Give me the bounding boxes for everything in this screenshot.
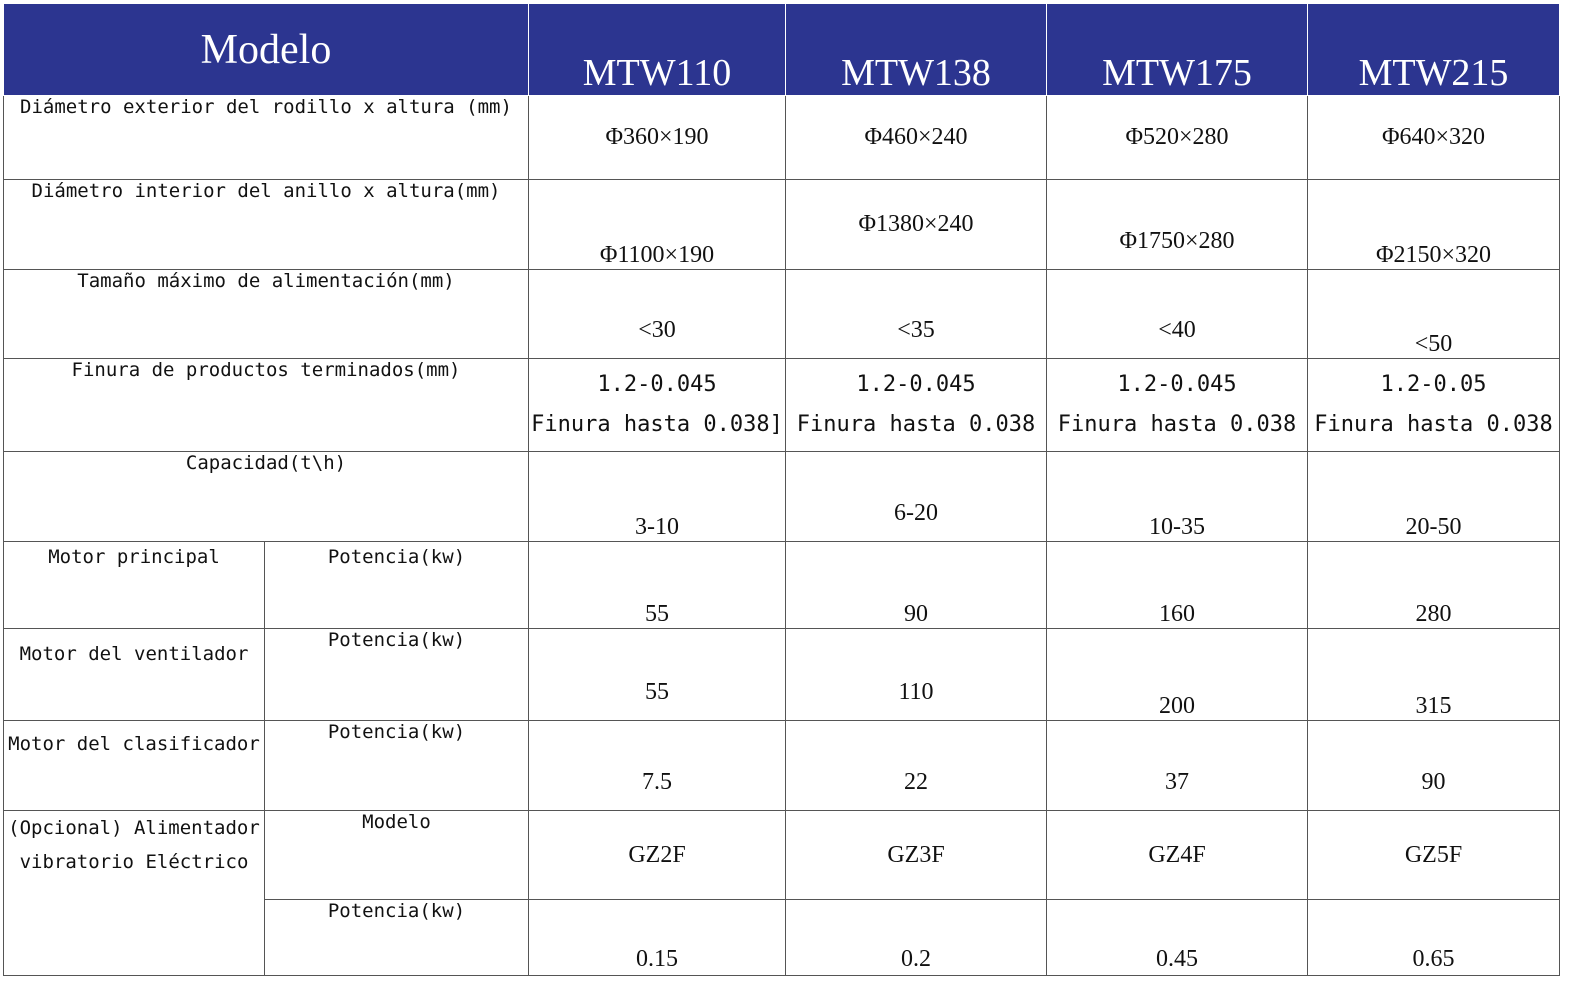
fineness-note: Finura hasta 0.038 (796, 412, 1036, 437)
model-mtw110-header: MTW110 (529, 4, 786, 96)
feeder-model-value: GZ2F (529, 811, 786, 900)
fineness-range: 1.2-0.045 (1117, 372, 1237, 397)
capacity-label: Capacidad(t\h) (4, 452, 529, 542)
fan-motor-value: 200 (1047, 629, 1308, 721)
ring-value: Φ1380×240 (786, 180, 1047, 270)
feeder-power-value: 0.15 (529, 900, 786, 976)
roller-value: Φ460×240 (786, 96, 1047, 180)
capacity-value: 20-50 (1308, 452, 1560, 542)
ring-value: Φ2150×320 (1308, 180, 1560, 270)
feeder-model-value: GZ4F (1047, 811, 1308, 900)
fan-motor-power-label: Potencia(kw) (265, 629, 529, 721)
ring-value: Φ1100×190 (529, 180, 786, 270)
roller-value: Φ640×320 (1308, 96, 1560, 180)
classifier-motor-value: 37 (1047, 721, 1308, 811)
feeder-label (4, 811, 265, 976)
feeder-model-value: GZ3F (786, 811, 1047, 900)
capacity-value: 3-10 (529, 452, 786, 542)
feeder-label-line1: (Opcional) Alimentador (8, 817, 260, 839)
fineness-label: Finura de productos terminados(mm) (4, 359, 529, 452)
classifier-motor-value: 7.5 (529, 721, 786, 811)
fineness-note: Finura hasta 0.038] (531, 412, 783, 437)
classifier-motor-label: Motor del clasificador (4, 721, 265, 811)
table-row (4, 629, 1560, 721)
main-motor-power-label: Potencia(kw) (265, 542, 529, 629)
fineness-value (529, 359, 786, 452)
roller-value: Φ360×190 (529, 96, 786, 180)
feeder-power-value: 0.2 (786, 900, 1047, 976)
roller-value: Φ520×280 (1047, 96, 1308, 180)
model-mtw215-header: MTW215 (1308, 4, 1560, 96)
feeder-label-line2: vibratorio Eléctrico (19, 851, 249, 873)
main-motor-value: 55 (529, 542, 786, 629)
feed-value: <40 (1047, 270, 1308, 359)
capacity-value: 10-35 (1047, 452, 1308, 542)
fineness-range: 1.2-0.045 (597, 372, 717, 397)
feed-value: <30 (529, 270, 786, 359)
feed-value: <35 (786, 270, 1047, 359)
feed-value: <50 (1308, 270, 1560, 359)
capacity-value: 6-20 (786, 452, 1047, 542)
fineness-range: 1.2-0.045 (856, 372, 976, 397)
model-mtw175-header: MTW175 (1047, 4, 1308, 96)
fineness-value (786, 359, 1047, 452)
classifier-motor-value: 22 (786, 721, 1047, 811)
spec-table (3, 3, 1560, 976)
fan-motor-value: 315 (1308, 629, 1560, 721)
main-motor-value: 280 (1308, 542, 1560, 629)
table-row (4, 542, 1560, 629)
fineness-value (1047, 359, 1308, 452)
main-motor-label: Motor principal (4, 542, 265, 629)
ring-label: Diámetro interior del anillo x altura(mm) (4, 180, 529, 270)
table-row (4, 96, 1560, 180)
feeder-model-value: GZ5F (1308, 811, 1560, 900)
fineness-range: 1.2-0.05 (1380, 372, 1487, 397)
fan-motor-value: 110 (786, 629, 1047, 721)
fan-motor-value: 55 (529, 629, 786, 721)
feed-label: Tamaño máximo de alimentación(mm) (4, 270, 529, 359)
feeder-power-label: Potencia(kw) (265, 900, 529, 976)
model-header: Modelo (4, 4, 529, 96)
main-motor-value: 90 (786, 542, 1047, 629)
table-row (4, 452, 1560, 542)
ring-value: Φ1750×280 (1047, 180, 1308, 270)
fineness-note: Finura hasta 0.038 (1057, 412, 1297, 437)
table-row (4, 811, 1560, 900)
roller-label: Diámetro exterior del rodillo x altura (mm) (4, 96, 529, 180)
fineness-note: Finura hasta 0.038 (1314, 412, 1553, 437)
table-row (4, 721, 1560, 811)
table-row (4, 270, 1560, 359)
model-mtw138-header: MTW138 (786, 4, 1047, 96)
feeder-power-value: 0.45 (1047, 900, 1308, 976)
table-row (4, 359, 1560, 452)
table-row (4, 180, 1560, 270)
feeder-power-value: 0.65 (1308, 900, 1560, 976)
classifier-motor-power-label: Potencia(kw) (265, 721, 529, 811)
feeder-model-label: Modelo (265, 811, 529, 900)
main-motor-value: 160 (1047, 542, 1308, 629)
classifier-motor-value: 90 (1308, 721, 1560, 811)
fan-motor-label: Motor del ventilador (4, 629, 265, 721)
fineness-value (1308, 359, 1560, 452)
header-row (4, 4, 1560, 96)
